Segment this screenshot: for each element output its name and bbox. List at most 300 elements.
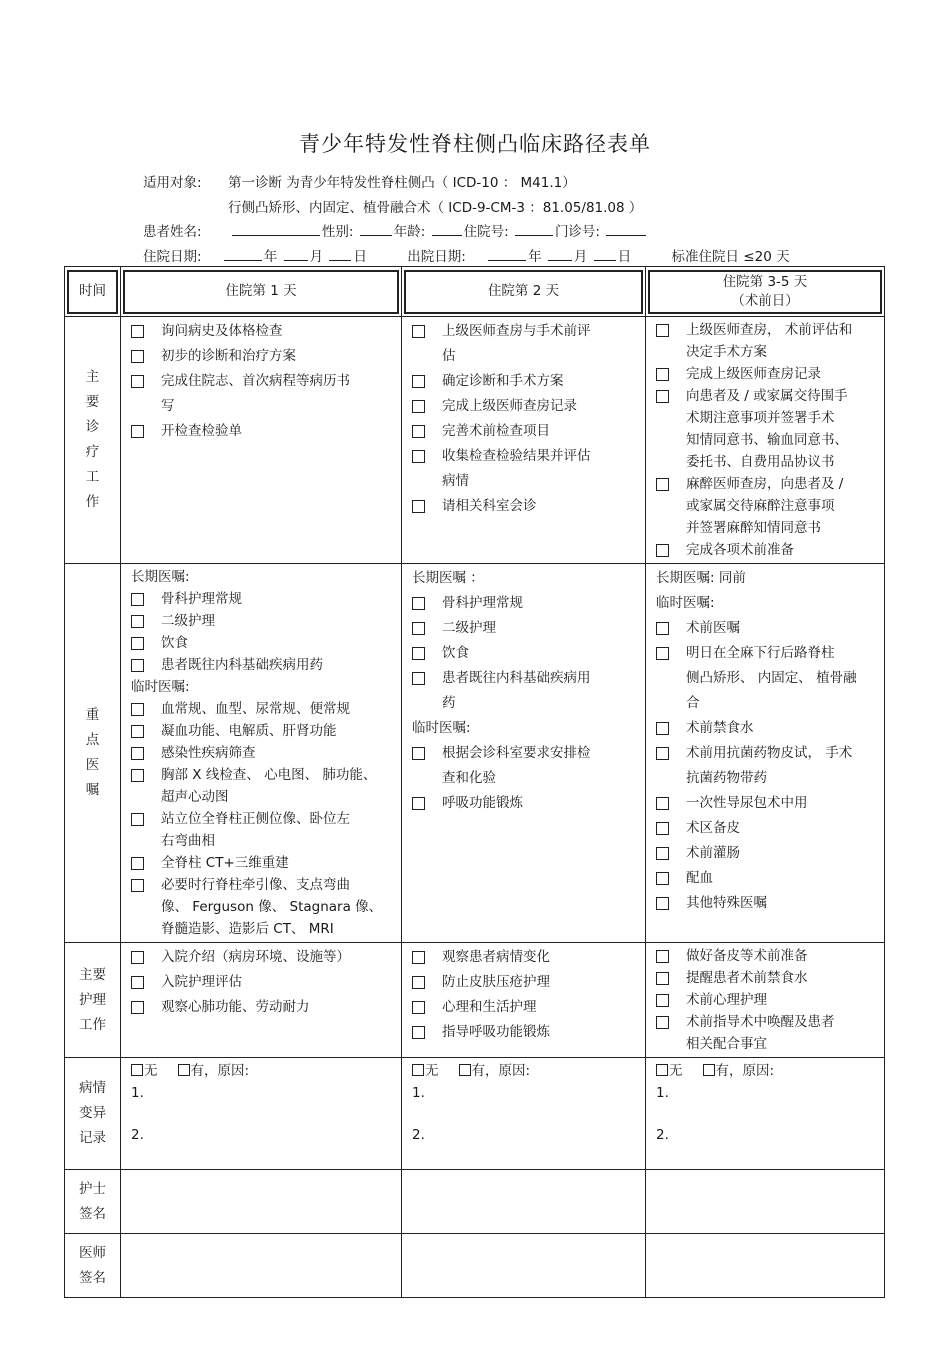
checklist-item-text	[161, 419, 242, 444]
checklist-item-text	[686, 741, 852, 791]
checklist-item-line: 上级医师查房与手术前评	[442, 323, 591, 339]
checklist-item-line: 写	[161, 398, 175, 414]
checkbox[interactable]	[656, 722, 669, 735]
checklist-item	[409, 616, 639, 641]
checklist-item-line: 术前用抗菌药物皮试， 手术	[686, 745, 853, 761]
checkbox[interactable]	[656, 872, 669, 885]
day2-header: 住院第 2 天	[404, 270, 643, 314]
checklist-item-line: 术期注意事项并签署手术	[686, 410, 835, 426]
checkbox[interactable]	[131, 325, 144, 338]
checkbox[interactable]	[656, 950, 669, 963]
variance-spacer	[409, 1104, 639, 1124]
checklist-item-line: 其他特殊医嘱	[686, 895, 767, 911]
checklist-item-text	[442, 945, 550, 970]
doctor-sign-label	[65, 1234, 121, 1298]
checklist-item-line: 凝血功能、电解质、肝肾功能	[161, 723, 337, 739]
checkbox[interactable]	[412, 951, 425, 964]
checkbox[interactable]	[131, 769, 144, 782]
year-label: 年	[528, 249, 542, 265]
checklist-item	[128, 852, 395, 874]
checkbox[interactable]	[131, 976, 144, 989]
checklist-item-line: 二级护理	[161, 613, 215, 629]
orders-day2	[402, 564, 646, 943]
date-line	[143, 245, 790, 265]
checkbox[interactable]	[131, 813, 144, 826]
checklist-item	[409, 369, 639, 394]
checklist-item-line: 明日在全麻下行后路脊柱	[686, 645, 835, 661]
checklist-item-line: 完成各项术前准备	[686, 542, 794, 558]
checklist-item-text	[686, 891, 767, 916]
admit-year-field[interactable]	[224, 248, 262, 261]
variance-line-1[interactable]: 1.	[656, 1085, 669, 1101]
checklist-item-line: 或家属交待麻醉注意事项	[686, 498, 835, 514]
day-label: 日	[617, 249, 632, 265]
checklist-item	[653, 363, 878, 385]
main-work-label	[65, 317, 121, 564]
checkbox[interactable]	[131, 637, 144, 650]
checklist-item-line: 相关配合事宜	[686, 1036, 767, 1052]
checklist-item-text	[442, 369, 564, 394]
checkbox[interactable]	[131, 879, 144, 892]
row-label-text: 护士	[79, 1180, 106, 1197]
yes-checkbox[interactable]	[178, 1064, 190, 1076]
checklist-item-text	[686, 363, 821, 385]
checklist-item	[409, 791, 639, 816]
checkbox[interactable]	[412, 647, 425, 660]
checklist-item-line: 胸部 X 线检查、 心电图、 肺功能、	[161, 767, 377, 783]
checkbox[interactable]	[412, 597, 425, 610]
checklist-item-line: 右弯曲相	[161, 833, 215, 849]
checklist-item-line: 病情	[442, 473, 469, 489]
checkbox[interactable]	[131, 615, 144, 628]
checklist-item-line: 做好备皮等术前准备	[686, 948, 808, 964]
checklist-item-line: 站立位全脊柱正侧位像、卧位左	[161, 811, 350, 827]
checklist-item-text	[442, 494, 537, 519]
doctor-sign-day2[interactable]	[402, 1234, 646, 1298]
checklist-item-line: 必要时行脊柱牵引像、支点弯曲	[161, 877, 350, 893]
checklist-item-line: 术区备皮	[686, 820, 740, 836]
checklist-item-line: 指导呼吸功能锻炼	[442, 1024, 550, 1040]
checklist-item-line: 完成上级医师查房记录	[686, 366, 821, 382]
none-checkbox[interactable]	[131, 1064, 143, 1076]
checklist-item-text	[442, 741, 591, 791]
checklist-item-line: 术前医嘱	[686, 620, 740, 636]
checkbox[interactable]	[131, 857, 144, 870]
checkbox[interactable]	[412, 672, 425, 685]
checklist-item-text	[161, 808, 350, 852]
checklist-item-text	[161, 632, 188, 654]
checklist-item	[653, 891, 878, 916]
checkbox[interactable]	[656, 897, 669, 910]
variance-day1	[121, 1058, 402, 1170]
checkbox[interactable]	[412, 425, 425, 438]
row-label-text: 工作	[79, 1016, 106, 1033]
day3-header-cell	[646, 267, 885, 317]
row-label-text: 变异	[79, 1105, 106, 1121]
day1-header-cell	[121, 267, 402, 317]
checkbox[interactable]	[656, 368, 669, 381]
checkbox[interactable]	[412, 747, 425, 760]
variance-line-1[interactable]: 1.	[131, 1085, 144, 1101]
main-work-row	[65, 317, 885, 564]
age-field[interactable]	[432, 223, 462, 236]
day3-header-line2: （术前日）	[731, 292, 799, 309]
pathway-table	[64, 266, 885, 1298]
checklist-item-line: 术前灌肠	[686, 845, 740, 861]
checklist-item-line: 防止皮肤压疮护理	[442, 974, 550, 990]
variance-line-2[interactable]: 2.	[412, 1127, 425, 1143]
checkbox[interactable]	[656, 544, 669, 557]
checklist-item	[128, 808, 395, 852]
checklist-item	[409, 494, 639, 519]
year-label: 年	[263, 249, 278, 265]
nurse-sign-row	[65, 1170, 885, 1234]
checklist-item-line: 呼吸功能锻炼	[442, 795, 523, 811]
checkbox[interactable]	[656, 994, 669, 1007]
checklist-item-line: 开检查检验单	[161, 423, 242, 439]
checklist-item-text	[161, 742, 256, 764]
row-label-text: 要	[85, 394, 100, 410]
checklist-item	[653, 741, 878, 791]
checklist-item-line: 全脊柱 CT+三维重建	[161, 855, 289, 871]
yes-checkbox[interactable]	[703, 1064, 715, 1076]
checkbox[interactable]	[412, 622, 425, 635]
variance-spacer	[653, 1104, 878, 1124]
admit-date-label: 住院日期:	[143, 249, 202, 265]
checklist-item	[409, 970, 639, 995]
checklist-item-text	[686, 841, 740, 866]
variance-line-1[interactable]: 1.	[412, 1085, 425, 1101]
checklist-item-text	[442, 970, 550, 995]
checklist-item-line: 术前指导术中唤醒及患者	[686, 1014, 835, 1030]
checkbox[interactable]	[656, 747, 669, 760]
checklist-item-line: 二级护理	[442, 620, 496, 636]
checklist-item-line: 饮食	[442, 645, 469, 661]
checklist-item-text	[161, 995, 310, 1020]
nursing-day3	[646, 943, 885, 1058]
checklist-item	[653, 539, 878, 561]
checklist-item	[128, 720, 395, 742]
checklist-item-line: 入院介绍（病房环境、设施等）	[161, 949, 350, 965]
checkbox[interactable]	[131, 593, 144, 606]
checklist-item	[409, 741, 639, 791]
checklist-item-line: 饮食	[161, 635, 188, 651]
checklist-item-line: 确定诊断和手术方案	[442, 373, 564, 389]
checklist-item-text	[686, 989, 767, 1011]
checkbox[interactable]	[656, 647, 669, 660]
target-label: 适用对象:	[143, 175, 202, 191]
variance-spacer	[128, 1104, 395, 1124]
checklist-item-line: 患者既往内科基础疾病用药	[161, 657, 323, 673]
clinic-no-label: 门诊号:	[554, 224, 600, 240]
long-term-orders-label: 长期医嘱: 同前	[656, 570, 746, 586]
variance-line-2[interactable]: 2.	[131, 1127, 144, 1143]
checklist-item	[128, 419, 395, 444]
checklist-item	[653, 319, 878, 363]
checklist-item	[653, 616, 878, 641]
checklist-item-line: 药	[442, 695, 456, 711]
patient-name-label: 患者姓名:	[143, 224, 202, 240]
checklist-item	[409, 444, 639, 494]
month-label: 月	[573, 249, 588, 265]
checklist-item-line: 血常规、血型、尿常规、便常规	[161, 701, 350, 717]
checkbox[interactable]	[131, 951, 144, 964]
checkbox[interactable]	[412, 450, 425, 463]
checklist-item-line: 骨科护理常规	[442, 595, 523, 611]
checklist-item	[653, 1011, 878, 1055]
variance-options	[409, 1060, 639, 1082]
checklist-item-text	[442, 319, 591, 369]
checkbox[interactable]	[412, 375, 425, 388]
checklist-item-text	[686, 716, 754, 741]
row-label-text: 主要	[79, 966, 106, 983]
yes-checkbox[interactable]	[459, 1064, 471, 1076]
yes-reason-label: 有，原因:	[471, 1063, 531, 1079]
row-label-text: 病情	[79, 1080, 106, 1096]
none-checkbox[interactable]	[412, 1064, 424, 1076]
checkbox[interactable]	[656, 622, 669, 635]
checkbox[interactable]	[412, 500, 425, 513]
checkbox[interactable]	[131, 703, 144, 716]
checklist-item	[653, 641, 878, 716]
checklist-item	[128, 874, 395, 940]
checklist-item	[128, 369, 395, 419]
checklist-item	[653, 967, 878, 989]
row-label-text: 嘱	[85, 782, 100, 798]
temporary-orders-label: 临时医嘱:	[412, 720, 471, 736]
checklist-item-line: 抗菌药物带药	[686, 770, 767, 786]
checklist-item	[409, 666, 639, 716]
checklist-item-text	[442, 616, 496, 641]
discharge-date-label: 出院日期:	[407, 249, 466, 265]
checklist-item-line: 一次性导尿包术中用	[686, 795, 808, 811]
checklist-item-text	[686, 319, 852, 363]
checklist-item-line: 提醒患者术前禁食水	[686, 970, 808, 986]
checklist-item-text	[686, 473, 843, 539]
checklist-item-line: 术前心理护理	[686, 992, 767, 1008]
checklist-item-line: 配血	[686, 870, 713, 886]
clinic-no-field[interactable]	[606, 223, 646, 236]
checklist-item	[653, 716, 878, 741]
checkbox[interactable]	[131, 747, 144, 760]
checkbox[interactable]	[656, 478, 669, 491]
checklist-item-line: 观察患者病情变化	[442, 949, 550, 965]
checklist-item-text	[161, 720, 337, 742]
checkbox[interactable]	[412, 1001, 425, 1014]
nurse-sign-day3[interactable]	[646, 1170, 885, 1234]
checklist-item-text	[161, 654, 323, 676]
checklist-item	[653, 791, 878, 816]
yes-reason-label: 有，原因:	[190, 1063, 250, 1079]
admission-no-field[interactable]	[515, 223, 553, 236]
diagnosis-text: 第一诊断 为青少年特发性脊柱侧凸（ ICD-10 ： M41.1）	[228, 175, 576, 191]
checklist-item-text	[442, 419, 550, 444]
age-label: 年龄:	[393, 224, 426, 240]
checklist-item-text	[686, 816, 740, 841]
none-label: 无	[144, 1063, 158, 1079]
checklist-item-line: 估	[442, 348, 456, 364]
checklist-item	[653, 385, 878, 473]
nursing-day1	[121, 943, 402, 1058]
patient-info-line	[143, 220, 648, 240]
checklist-item-line: 收集检查检验结果并评估	[442, 448, 591, 464]
checklist-item-line: 骨科护理常规	[161, 591, 242, 607]
checkbox[interactable]	[412, 1026, 425, 1039]
discharge-year-field[interactable]	[488, 248, 526, 261]
gender-label: 性别:	[321, 224, 354, 240]
checklist-item-line: 初步的诊断和治疗方案	[161, 348, 296, 364]
row-label-text: 作	[85, 494, 100, 510]
checklist-item-line: 麻醉医师查房，向患者及 /	[686, 476, 844, 492]
row-label-text: 签名	[79, 1205, 106, 1222]
checklist-item	[128, 588, 395, 610]
orders-label	[65, 564, 121, 943]
checklist-item-line: 合	[686, 695, 700, 711]
day2-header-cell	[402, 267, 646, 317]
nurse-sign-day1[interactable]	[121, 1170, 402, 1234]
variance-line-2[interactable]: 2.	[656, 1127, 669, 1143]
day3-header-line1: 住院第 3-5 天	[722, 273, 808, 290]
row-label-text: 重	[85, 707, 100, 723]
row-label-text: 护理	[79, 991, 106, 1008]
variance-row	[65, 1058, 885, 1170]
header-row	[65, 267, 885, 317]
checklist-item	[128, 764, 395, 808]
variance-label	[65, 1058, 121, 1170]
checklist-item	[409, 319, 639, 369]
discharge-day-field[interactable]	[594, 248, 616, 261]
checklist-item-line: 感染性疾病筛查	[161, 745, 256, 761]
checklist-item-text	[161, 369, 350, 419]
doctor-sign-day1[interactable]	[121, 1234, 402, 1298]
checkbox[interactable]	[656, 972, 669, 985]
none-checkbox[interactable]	[656, 1064, 668, 1076]
checkbox[interactable]	[131, 1001, 144, 1014]
checklist-item	[128, 995, 395, 1020]
checkbox[interactable]	[131, 659, 144, 672]
checklist-item-line: 像、 Ferguson 像、 Stagnara 像、	[161, 899, 383, 915]
checklist-item-line: 超声心动图	[161, 789, 229, 805]
standard-stay: 标准住院日 ≤20 天	[671, 249, 790, 265]
checklist-item-line: 完善术前检查项目	[442, 423, 550, 439]
orders-day1	[121, 564, 402, 943]
checklist-item-text	[686, 967, 808, 989]
checkbox[interactable]	[412, 797, 425, 810]
checklist-item-line: 决定手术方案	[686, 344, 767, 360]
row-label-text: 医师	[79, 1244, 106, 1261]
checklist-item-text	[161, 852, 289, 874]
checklist-item-line: 查和化验	[442, 770, 496, 786]
nurse-sign-day2[interactable]	[402, 1170, 646, 1234]
checklist-item	[128, 319, 395, 344]
checkbox[interactable]	[656, 822, 669, 835]
checkbox[interactable]	[656, 390, 669, 403]
variance-options	[653, 1060, 878, 1082]
checklist-item-line: 观察心肺功能、劳动耐力	[161, 999, 310, 1015]
checkbox[interactable]	[656, 847, 669, 860]
checkbox[interactable]	[656, 324, 669, 337]
checkbox[interactable]	[131, 350, 144, 363]
checklist-item	[128, 610, 395, 632]
orders-row	[65, 564, 885, 943]
variance-options	[128, 1060, 395, 1082]
checklist-item-text	[161, 610, 215, 632]
checkbox[interactable]	[131, 425, 144, 438]
checklist-item-text	[686, 1011, 835, 1055]
admit-day-field[interactable]	[329, 248, 351, 261]
checklist-item	[653, 816, 878, 841]
checklist-item	[653, 866, 878, 891]
day3-header	[648, 270, 882, 314]
main-work-day3	[646, 317, 885, 564]
row-label-text: 记录	[79, 1130, 106, 1146]
checkbox[interactable]	[656, 797, 669, 810]
checklist-item	[653, 945, 878, 967]
checklist-item	[409, 394, 639, 419]
checklist-item	[409, 591, 639, 616]
discharge-month-field[interactable]	[548, 248, 572, 261]
checklist-item-line: 完成住院志、首次病程等病历书	[161, 373, 350, 389]
checklist-item-text	[686, 641, 857, 716]
checklist-item-line: 询问病史及体格检查	[161, 323, 283, 339]
checklist-item-line: 知情同意书、输血同意书、	[686, 432, 848, 448]
checklist-item	[128, 344, 395, 369]
checklist-item-text	[686, 616, 740, 641]
row-label-text: 疗	[85, 444, 100, 460]
checkbox[interactable]	[131, 725, 144, 738]
checklist-item-text	[161, 698, 350, 720]
row-label-text: 医	[85, 757, 100, 773]
checkbox[interactable]	[412, 400, 425, 413]
checklist-item-line: 术前禁食水	[686, 720, 754, 736]
checkbox[interactable]	[412, 976, 425, 989]
gender-field[interactable]	[360, 223, 392, 236]
checkbox[interactable]	[412, 325, 425, 338]
checklist-item	[409, 419, 639, 444]
none-label: 无	[425, 1063, 439, 1079]
none-label: 无	[669, 1063, 683, 1079]
checklist-item-text	[686, 866, 713, 891]
doctor-sign-day3[interactable]	[646, 1234, 885, 1298]
checkbox[interactable]	[656, 1016, 669, 1029]
form-title: 青少年特发性脊柱侧凸临床路径表单	[299, 132, 651, 156]
main-work-day1	[121, 317, 402, 564]
checklist-item-text	[686, 385, 848, 473]
checklist-item-text	[161, 588, 242, 610]
checklist-item-line: 委托书、自费用品协议书	[686, 454, 835, 470]
checklist-item	[653, 841, 878, 866]
checklist-item-line: 患者既往内科基础疾病用	[442, 670, 591, 686]
checklist-item	[653, 473, 878, 539]
month-label: 月	[309, 249, 324, 265]
checklist-item-text	[161, 319, 283, 344]
nursing-label	[65, 943, 121, 1058]
checklist-item-text	[161, 874, 382, 940]
row-label-text: 工	[85, 469, 100, 485]
checklist-item-line: 根据会诊科室要求安排检	[442, 745, 591, 761]
checklist-item-text	[686, 945, 808, 967]
checklist-item-text	[161, 764, 376, 808]
admit-month-field[interactable]	[284, 248, 308, 261]
procedure-text: 行侧凸矫形、内固定、植骨融合术（ ICD-9-CM-3 ：81.05/81.08 ）	[228, 200, 643, 216]
patient-name-field[interactable]	[232, 223, 320, 236]
row-label-text: 签名	[79, 1269, 106, 1286]
checklist-item	[128, 632, 395, 654]
checkbox[interactable]	[131, 375, 144, 388]
temporary-orders-label: 临时医嘱:	[656, 595, 715, 611]
checklist-item-text	[442, 641, 469, 666]
temporary-orders-label: 临时医嘱:	[131, 679, 190, 695]
